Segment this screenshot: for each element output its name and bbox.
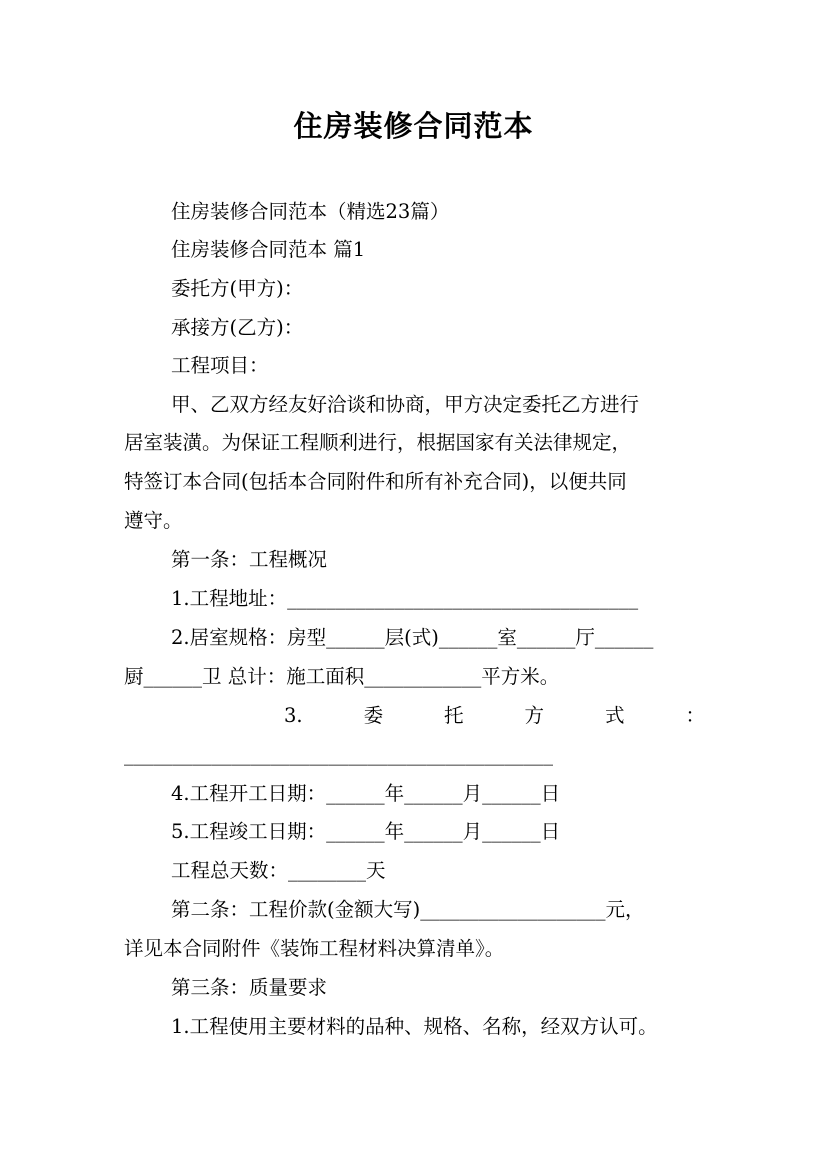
method-part: 托 (444, 704, 464, 727)
paragraph-line: 遵守。 (124, 509, 183, 532)
section-heading: 住房装修合同范本 篇1 (171, 238, 366, 261)
paragraph-line: 详见本合同附件《装饰工程材料决算清单》。 (124, 937, 505, 960)
party-a-line: 委托方(甲方)： (171, 277, 304, 300)
subtitle-line: 住房装修合同范本（精选23篇） (171, 200, 450, 223)
method-line (124, 706, 705, 726)
party-b-line: 承接方(乙方)： (171, 316, 304, 339)
total-days-line: 工程总天数：________天 (171, 859, 386, 882)
method-part: 3. (284, 704, 303, 727)
room-spec-line: 厨______卫 总计：施工面积____________平方米。 (124, 665, 560, 688)
start-date-line: 4.工程开工日期：______年______月______日 (171, 782, 561, 805)
paragraph-line: 特签订本合同(包括本合同附件和所有补充合同)，以便共同 (124, 470, 627, 493)
article-heading: 第一条：工程概况 (171, 548, 328, 571)
method-part: 式 (604, 704, 625, 727)
address-field-line: 1.工程地址：____________________________________ (171, 587, 639, 610)
project-line: 工程项目： (171, 354, 269, 377)
room-spec-line: 2.居室规格：房型______层(式)______室______厅______ (171, 626, 654, 649)
method-blank-line: ____________________________________________ (124, 743, 553, 766)
method-part: 方 (524, 704, 545, 727)
article-heading: 第三条：质量要求 (171, 976, 328, 999)
article-heading: 第二条：工程价款(金额大写)___________________元， (171, 898, 645, 921)
paragraph-line: 甲、乙双方经友好洽谈和协商，甲方决定委托乙方进行 (171, 393, 640, 416)
method-part: ： (685, 704, 705, 727)
paragraph-line: 1.工程使用主要材料的品种、规格、名称，经双方认可。 (171, 1015, 658, 1038)
method-part: 委 (363, 704, 384, 727)
paragraph-line: 居室装潢。为保证工程顺利进行，根据国家有关法律规定， (124, 431, 632, 454)
end-date-line: 5.工程竣工日期：______年______月______日 (171, 820, 561, 843)
document-title: 住房装修合同范本 (293, 109, 534, 143)
